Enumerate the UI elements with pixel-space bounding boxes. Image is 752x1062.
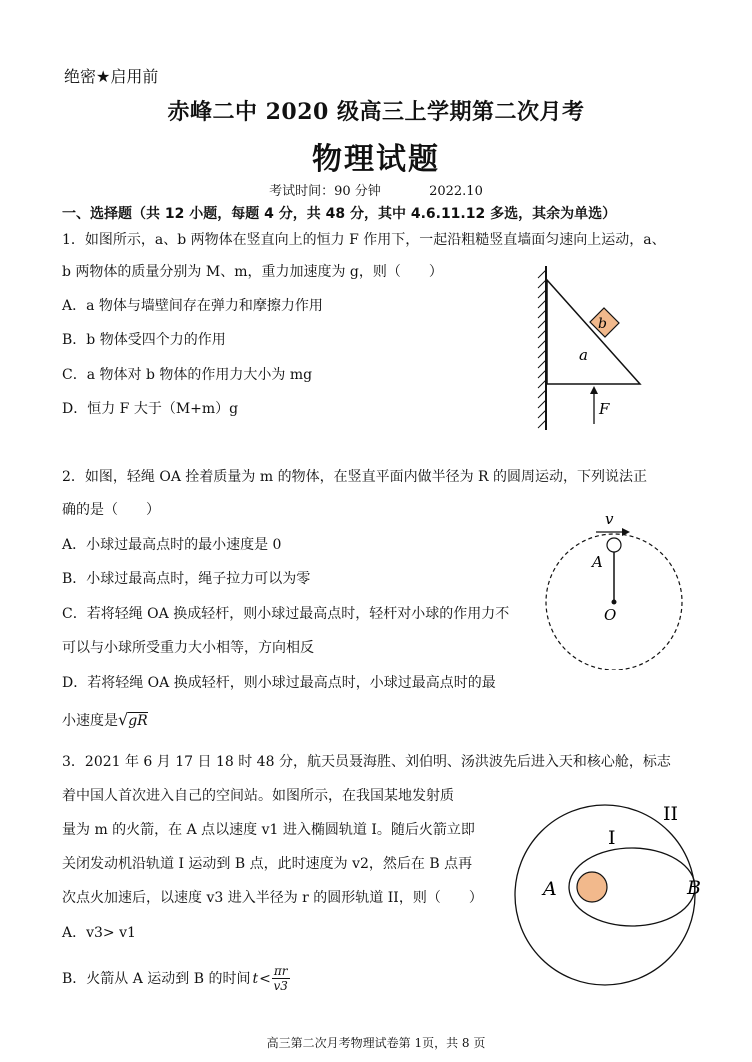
option-b-prefix: B．火箭从 A 运动到 B 的时间 bbox=[62, 970, 251, 987]
q2-stem-line1: 2．如图，轻绳 OA 拴着质量为 m 的物体，在竖直平面内做半径为 R 的圆周运动，下列说法正 bbox=[62, 469, 648, 485]
q2-option-b: B．小球过最高点时，绳子拉力可以为零 bbox=[62, 571, 311, 587]
q1-stem-line2: b 两物体的质量分别为 M、m，重力加速度为 g，则（ ） bbox=[62, 264, 443, 280]
q3-stem-line5: 次点火加速后，以速度 v3 进入半径为 r 的圆形轨道 II，则（ ） bbox=[62, 890, 483, 906]
q3-stem-line2: 着中国人首次进入自己的空间站。如图所示，在我国某地发射质 bbox=[62, 788, 454, 804]
force-arrow-head bbox=[590, 386, 598, 394]
option-b-t: t bbox=[252, 970, 259, 987]
q1-option-c: C．a 物体对 b 物体的作用力大小为 mg bbox=[62, 367, 313, 383]
exam-date: 2022.10 bbox=[429, 184, 483, 199]
q2-option-c-line2: 可以与小球所受重力大小相等，方向相反 bbox=[62, 640, 314, 656]
q3-stem-line4: 关闭发动机沿轨道 I 运动到 B 点，此时速度为 v2，然后在 B 点再 bbox=[62, 856, 473, 872]
fraction bbox=[272, 964, 290, 993]
sqrt-content: gR bbox=[128, 713, 148, 729]
label-a: a bbox=[579, 346, 588, 364]
fraction-numerator: πr bbox=[273, 964, 288, 978]
option-b-lt: < bbox=[259, 970, 271, 987]
q1-option-b: B．b 物体受四个力的作用 bbox=[62, 332, 226, 348]
subject-title: 物理试题 bbox=[312, 142, 440, 177]
q2-option-a: A．小球过最高点时的最小速度是 0 bbox=[62, 537, 282, 553]
secret-label: 绝密★启用前 bbox=[64, 67, 159, 86]
block-a bbox=[547, 280, 640, 384]
q2-circle-figure bbox=[540, 510, 692, 670]
option-d-prefix: 小速度是 bbox=[62, 713, 118, 729]
q3-orbit-figure bbox=[490, 800, 720, 990]
label-o: O bbox=[604, 606, 617, 624]
q1-option-a: A．a 物体与墙壁间存在弹力和摩擦力作用 bbox=[62, 298, 323, 314]
q3-option-b bbox=[62, 964, 290, 993]
fraction-denominator: v3 bbox=[273, 979, 288, 993]
wall-hatching bbox=[538, 270, 546, 428]
label-v: v bbox=[605, 510, 614, 528]
exam-time: 考试时间：90 分钟 bbox=[269, 184, 381, 199]
q1-wall-figure bbox=[530, 262, 660, 434]
sqrt-sign: √ bbox=[118, 710, 129, 729]
q3-stem-line1: 3．2021 年 6 月 17 日 18 时 48 分，航天员聂海胜、刘伯明、汤洪波先后进入天和核心舱，标志 bbox=[62, 754, 671, 770]
ball-a bbox=[607, 538, 621, 552]
exam-title: 赤峰二中 2020 级高三上学期第二次月考 bbox=[167, 99, 585, 125]
q1-stem-line1: 1．如图所示，a、b 两物体在竖直向上的恒力 F 作用下，一起沿粗糙竖直墙面匀速向上运动，a、 bbox=[62, 232, 666, 248]
label-b: b bbox=[598, 316, 607, 332]
label-f: F bbox=[599, 400, 610, 418]
q2-stem-line2: 确的是（ ） bbox=[62, 502, 160, 518]
center-o bbox=[612, 600, 617, 605]
label-a-point: A bbox=[592, 553, 603, 571]
q2-option-c-line1: C．若将轻绳 OA 换成轻杆，则小球过最高点时，轻杆对小球的作用力不 bbox=[62, 606, 510, 622]
exam-info bbox=[0, 180, 752, 199]
section-heading: 一、选择题（共 12 小题，每题 4 分，共 48 分，其中 4.6.11.12 多选，其余为单选） bbox=[62, 206, 617, 222]
q2-option-d-line1: D．若将轻绳 OA 换成轻杆，则小球过最高点时，小球过最高点时的最 bbox=[62, 675, 496, 691]
label-b-orbit: B bbox=[687, 877, 701, 899]
page-footer: 高三第二次月考物理试卷第 1页，共 8 页 bbox=[266, 1036, 486, 1050]
label-i: I bbox=[608, 827, 616, 849]
label-ii: II bbox=[663, 803, 679, 825]
earth bbox=[577, 872, 607, 902]
q3-option-a: A．v3> v1 bbox=[62, 925, 136, 941]
q3-stem-line3: 量为 m 的火箭，在 A 点以速度 v1 进入椭圆轨道 I。随后火箭立即 bbox=[62, 822, 475, 838]
q2-option-d-line2 bbox=[62, 710, 148, 731]
q1-option-d: D．恒力 F 大于（M+m）g bbox=[62, 401, 239, 417]
label-a-orbit: A bbox=[543, 878, 557, 900]
